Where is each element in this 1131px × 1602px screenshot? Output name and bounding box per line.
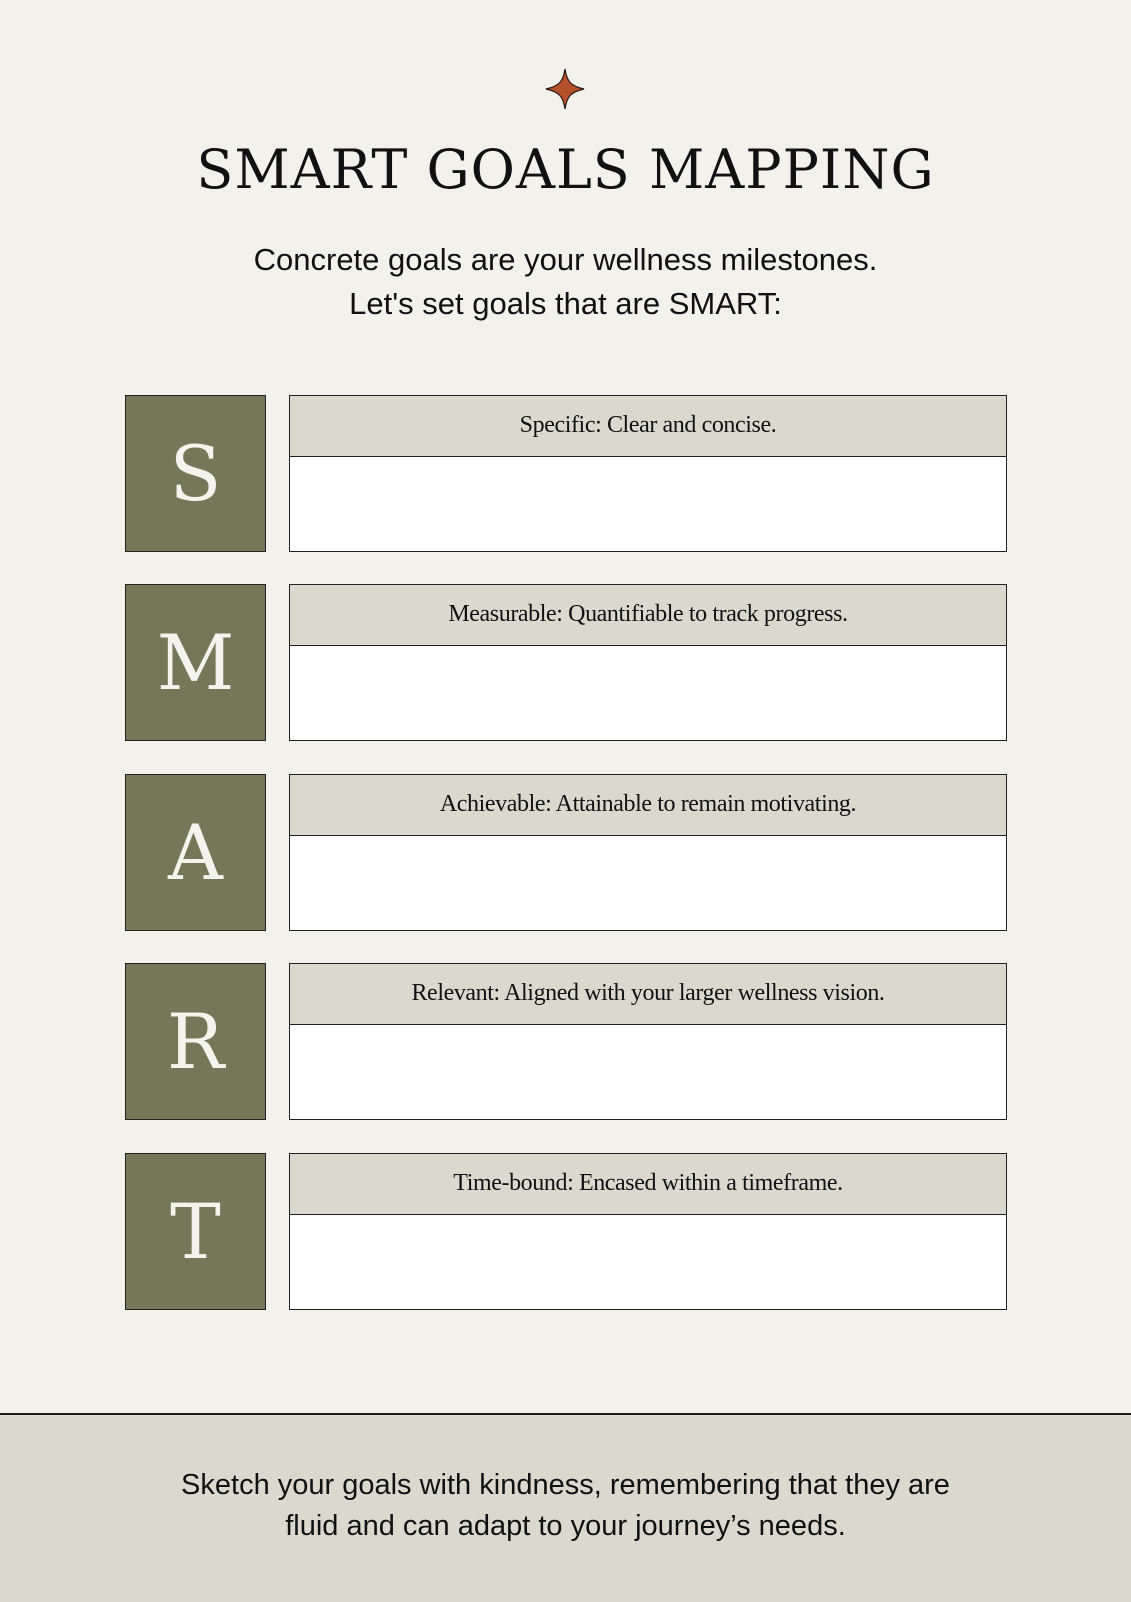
subtitle-line-1: Concrete goals are your wellness milestones. [253,242,878,277]
goal-panel [289,584,1007,741]
footer-line-1: Sketch your goals with kindness, remembering that they are [181,1469,950,1501]
smart-row-achievable [125,774,1027,932]
smart-row-relevant [125,963,1027,1121]
letter-box: S [125,395,266,552]
subtitle-line-2: Let's set goals that are SMART: [349,286,782,321]
goal-panel [289,774,1007,931]
letter-box: A [125,774,266,931]
footer-line-2: fluid and can adapt to your journey’s needs. [285,1510,846,1542]
goal-label: Measurable: Quantifiable to track progress. [290,585,1006,646]
goal-label: Time-bound: Encased within a timeframe. [290,1154,1006,1215]
goal-label: Specific: Clear and concise. [290,396,1006,457]
footer-note [0,1465,1131,1547]
goal-input-area[interactable] [290,457,1006,549]
smart-row-measurable [125,584,1027,742]
smart-row-time-bound [125,1153,1027,1311]
subtitle [0,238,1131,326]
page-title: SMART GOALS MAPPING [196,138,935,201]
letter-box: R [125,963,266,1120]
goal-input-area[interactable] [290,1025,1006,1117]
goal-panel [289,1153,1007,1310]
goal-label: Achievable: Attainable to remain motivating. [290,775,1006,836]
footer [0,1413,1131,1602]
smart-row-specific [125,395,1027,553]
letter-box: M [125,584,266,741]
letter-box: T [125,1153,266,1310]
goal-input-area[interactable] [290,836,1006,928]
goal-label: Relevant: Aligned with your larger wellness vision. [290,964,1006,1025]
goal-panel [289,963,1007,1120]
goal-panel [289,395,1007,552]
four-point-star-icon [545,68,585,110]
goal-input-area[interactable] [290,646,1006,738]
goal-input-area[interactable] [290,1215,1006,1307]
